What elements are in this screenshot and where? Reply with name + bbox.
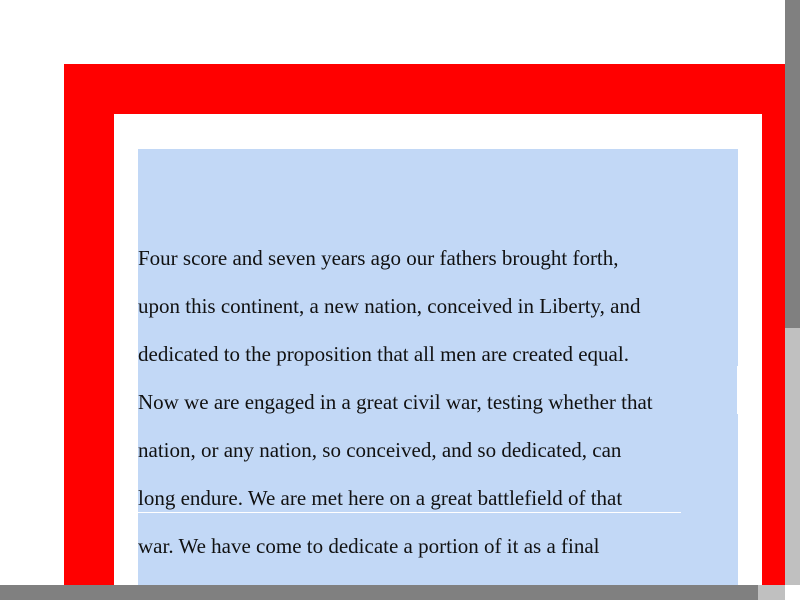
- text-line-2: upon this continent, a new nation, conceived in Liberty, and: [138, 294, 641, 318]
- text-line-3: dedicated to the proposition that all men are created equal.: [138, 342, 629, 366]
- horizontal-scrollbar[interactable]: [0, 585, 785, 600]
- selection-edge-marker: [737, 366, 739, 414]
- text-line-7: war. We have come to dedicate a portion of it as a final: [138, 534, 600, 558]
- gettysburg-paragraph[interactable]: [138, 234, 758, 570]
- vertical-scrollbar[interactable]: [785, 0, 800, 585]
- horizontal-scrollbar-thumb[interactable]: [0, 585, 758, 600]
- scrollbar-corner: [785, 585, 800, 600]
- vertical-scrollbar-thumb[interactable]: [785, 0, 800, 328]
- text-line-1: Four score and seven years ago our fathers brought forth,: [138, 246, 619, 270]
- text-line-6: long endure. We are met here on a great battlefield of that: [138, 486, 623, 510]
- text-line-4: Now we are engaged in a great civil war, testing whether that: [138, 390, 653, 414]
- selection-edge-line: [137, 512, 681, 513]
- text-line-5: nation, or any nation, so conceived, and so dedicated, can: [138, 438, 622, 462]
